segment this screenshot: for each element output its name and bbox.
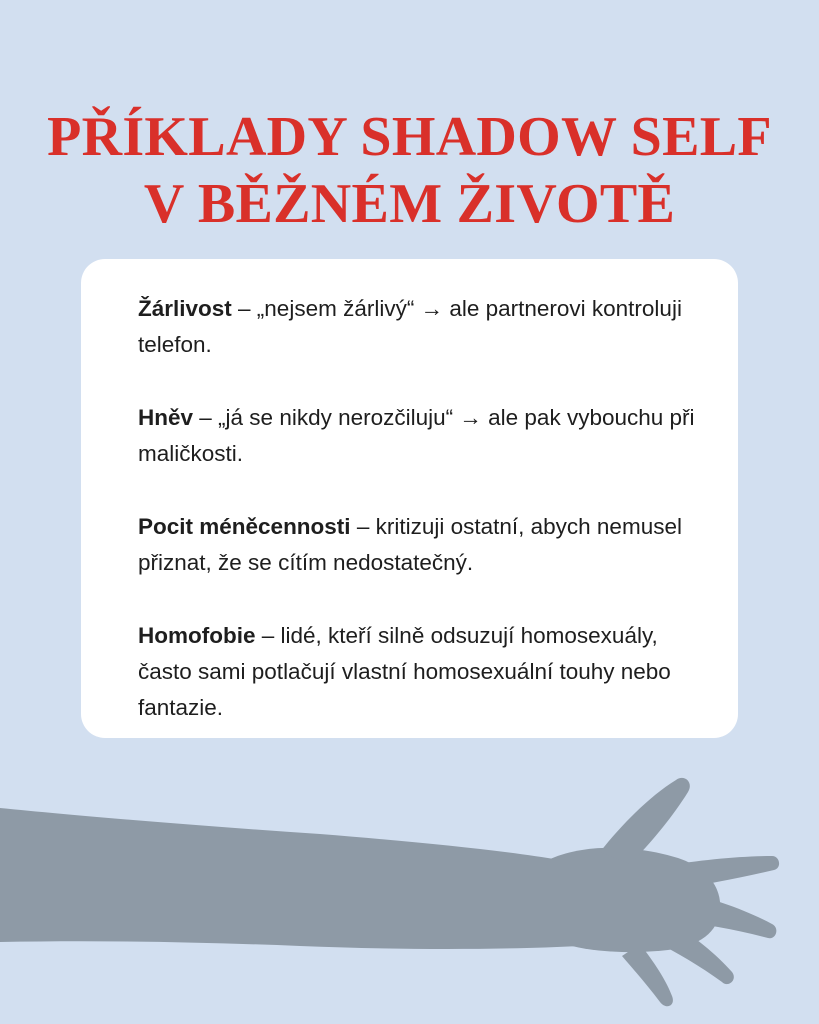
- page-title: [0, 104, 819, 238]
- item-text: – lidé, kteří silně odsuzují homosexuály, často sami potlačují vlastní homosexuální touhy nebo fantazie.: [138, 623, 671, 720]
- list-item-homophobia: [138, 618, 698, 726]
- title-line-1: PŘÍKLADY SHADOW SELF: [47, 106, 772, 168]
- item-text: – „já se nikdy nerozčiluju“ → ale pak vybouchu při maličkosti.: [138, 405, 695, 466]
- hand-shadow-icon: [0, 760, 819, 1024]
- item-text: – kritizuji ostatní, abych nemusel přiznat, že se cítím nedostatečný.: [138, 514, 682, 575]
- item-term: Homofobie: [138, 623, 256, 648]
- item-term: Hněv: [138, 405, 194, 430]
- list-item-anger: [138, 400, 698, 472]
- list-item-inferiority: [138, 509, 698, 581]
- examples-card: [81, 259, 738, 738]
- item-term: Žárlivost: [138, 296, 232, 321]
- list-item-jealousy: [138, 291, 698, 363]
- item-term: Pocit méněcennosti: [138, 514, 351, 539]
- item-text: – „nejsem žárlivý“ → ale partnerovi kontroluji telefon.: [138, 296, 682, 357]
- title-line-2: V BĚŽNÉM ŽIVOTĚ: [143, 173, 676, 235]
